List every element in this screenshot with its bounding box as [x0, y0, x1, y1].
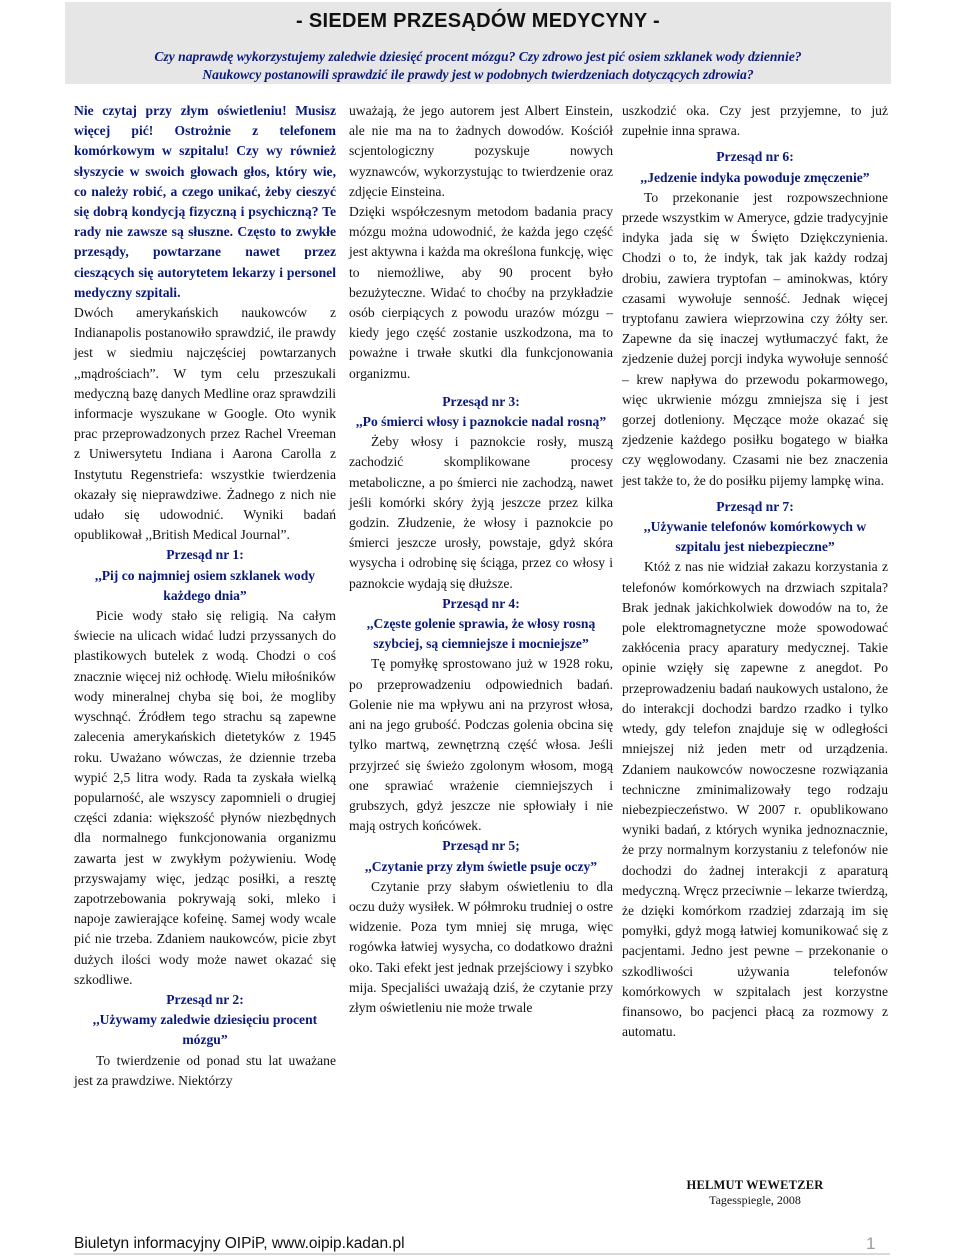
myth-1-title: ,,Pij co najmniej osiem szklanek wody każdego dnia” — [94, 567, 316, 603]
myth-5-text-cont: uszkodzić oka. Czy jest przyjemne, to już zupełnie inna sprawa. — [622, 103, 888, 139]
myth-2-text-cont: uważają, że jego autorem jest Albert Einstein, ale nie ma na to żadnych dowodów. Kościół scjentologiczny pozyskuje nowych wyznawców, wykorzystując to twierdzenie oraz zdjęcie Einsteina. — [349, 103, 613, 199]
myth-6-number: Przesąd nr 6: — [716, 149, 794, 165]
subtitle-line-2: Naukowcy postanowili sprawdzić ile prawdy jest w podobnych twierdzeniach dotyczących zdrowia? — [202, 67, 754, 82]
myth-5-number: Przesąd nr 5; — [442, 838, 520, 854]
myth-7-title: ,,Używanie telefonów komórkowych w szpitalu jest niebezpieczne” — [643, 519, 867, 555]
myth-2-title: ,,Używamy zaledwie dziesięciu procent mózgu” — [92, 1012, 318, 1048]
page-title: - SIEDEM PRZESĄDÓW MEDYCYNY - — [296, 10, 660, 32]
myth-4-text: Tę pomyłkę sprostowano już w 1928 roku, po przeprowadzeniu odpowiednich badań. Golenie nie ma wpływu ani na przyrost włosa, ani na jego grubość. Podczas golenia obcina się tylko martwą, zewnętrzną część włosa. Jeśli przyjrzeć się świeżo zgolonym włosom, mogą one sprawiać wrażenie ciemniejszych i grubszych, gdyż jeszcze nie spłowiały i nie mają ostrych końcówek. — [349, 656, 613, 834]
myth-1-number: Przesąd nr 1: — [166, 547, 244, 563]
myth-6-title: ,,Jedzenie indyka powoduje zmęczenie” — [640, 169, 870, 185]
lead-paragraph: Nie czytaj przy złym oświetleniu! Musisz więcej pić! Ostrożnie z telefonem komórkowym w szpitalu! Czy wy również słyszycie w swoich głowach głos, który wie, co należy robić, a czego unikać, żeby cieszyć się dobrą kondycją fizyczną i psychiczną? Te rady nie zawsze są słuszne. Często to zwykłe przesądy, powtarzane nawet przez cieszących się autorytetem lekarzy i personel medyczny szpitali. — [74, 103, 336, 300]
myth-4-title: ,,Częste golenie sprawia, że włosy rosną szybciej, są ciemniejsze i mocniejsze” — [366, 616, 596, 652]
myth-5-text: Czytanie przy słabym oświetleniu to dla oczu duży wysiłek. W półmroku trudniej o ostre widzenie. Poza tym mniej się mruga, więc rogówka łatwiej wysycha, co dodatkowo drażni oko. Taki efekt jest jednak przejściowy i szybko mija. Specjaliści uważają dziś, że czytanie przy złym oświetleniu nie może trwale — [349, 878, 613, 1015]
column-1 — [74, 101, 336, 1091]
intro-paragraph: Dwóch amerykańskich naukowców z Indianapolis postanowiło sprawdzić, ile prawdy jest w siedmiu najczęściej powtarzanych ,,mądrościach”. W tym celu przeszukali medyczną bazę danych Medline oraz sprawdzili informacje wyszukane w Google. Oto wynik prac przeprowadzonych przez Rachel Vreeman z Uniwersytetu Indiana i Aarona Carolla z Instytutu Regenstriefa: wszystkie twierdzenia okazały się nieprawdziwe. Żadnego z nich nie udało się udowodnić. Wyniki badań opublikował ,,British Medical Journal”. — [74, 305, 336, 543]
myth-7-number: Przesąd nr 7: — [716, 498, 794, 514]
myth-2-number: Przesąd nr 2: — [166, 991, 244, 1007]
page-number: 1 — [866, 1234, 876, 1253]
column-3 — [622, 101, 888, 1042]
subtitle-line-1: Czy naprawdę wykorzystujemy zaledwie dziesięć procent mózgu? Czy zdrowo jest pić osiem szklanek wody dziennie? — [154, 49, 802, 64]
myth-5-title: ,,Czytanie przy złym świetle psuje oczy” — [364, 858, 598, 874]
myth-2-text-start: To twierdzenie od ponad stu lat uważane jest za prawdziwe. Niektórzy — [74, 1052, 336, 1088]
myth-3-title: ,,Po śmierci włosy i paznokcie nadal rosną” — [355, 414, 607, 430]
author-name: HELMUT WEWETZER — [686, 1178, 824, 1192]
myth-1-text: Picie wody stało się religią. Na całym świecie na ulicach widać ludzi przyssanych do plastikowych butelek z wodą. Chodzi o coś znacznie więcej niż ochłodę. Wielu miłośników wody mineralnej chyba się boi, że mogliby wyschnąć. Źródłem tego strachu są zapewne zalecenia amerykańskich dietetyków z 1945 roku. Uważano wówczas, że dziennie trzeba wypić 2,5 litra wody. Rada ta zyskała wielką popularność, ale wszyscy zapomnieli o drugiej części zdania: większość płynów niezbędnych dla normalnego funkcjonowania organizmu zawarta jest w zwykłym pożywieniu. Wodę przyswajamy więc, jedząc posiłki, a resztę zapotrzebowania pokrywają soki, mleko i napoje zawierające kofeinę. Samej wody wcale pić nie trzeba. Zdaniem naukowców, picie zbyt dużych ilości wody może nawet okazać się szkodliwe. — [74, 608, 336, 987]
myth-6-text: To przekonanie jest rozpowszechnione przede wszystkim w Ameryce, gdzie tradycyjnie indyka jada się w Święto Dziękczynienia. Chodzi o to, że indyk, tak jak każdy rodzaj drobiu, zawiera tryptofan – aminokwas, który czasami wywołuje senność. Jednak więcej tryptofanu zawiera wieprzowina czy żółty ser. Zapewne da się inaczej wytłumaczyć fakt, że zjedzenie dużej porcji indyka wywołuje senność – krew napływa do przewodu pokarmowego, więc ukrwienie mózgu zmniejsza się i jest gorzej dotleniony. Męczące może okazać się zjedzenie każdego posiłku bogatego w białka czy węglowodany. Czasami nie bez znaczenia jest także to, że do posiłku pijemy lampkę wina. — [622, 189, 888, 488]
header-banner — [65, 2, 891, 84]
myth-3-text: Żeby włosy i paznokcie rosły, muszą zachodzić skomplikowane procesy metaboliczne, a po śmierci nie zachodzą, nawet jeśli komórki skóry żyją jeszcze przez kilka godzin. Złudzenie, że włosy i paznokcie po śmierci jeszcze urosły, powstaje, gdyż skóra wysycha i odrobinę się ściąga, przez co włosy i paznokcie wydają się dłuższe. — [349, 434, 613, 591]
column-2 — [349, 101, 613, 1018]
footer-divider — [74, 1253, 890, 1255]
myth-2-text-2: Dzięki współczesnym metodom badania pracy mózgu można udowodnić, że każda jego część jest aktywna i każda ma określona funkcję, więc to niemożliwe, aby 90 procent było bezużyteczne. Widać to choćby na przykładzie osób cierpiących z powodu urazów mózgu – kiedy jego część zostanie uszkodzona, ma to poważne i trwałe skutki dla funkcjonowania organizmu. — [349, 204, 613, 381]
myth-3-number: Przesąd nr 3: — [442, 393, 520, 409]
footer-text: Biuletyn informacyjny OIPiP, www.oipip.kadan.pl — [74, 1235, 405, 1252]
author-source: Tagesspiegle, 2008 — [709, 1193, 801, 1207]
myth-4-number: Przesąd nr 4: — [442, 595, 520, 611]
page-subtitle — [65, 48, 891, 84]
myth-7-text: Któż z nas nie widział zakazu korzystania z telefonów komórkowych na drzwiach szpitala? Brak jednak jakichkolwiek dowodów na to, że pole elektromagnetyczne może spowodować zakłócenia pracy aparatury medycznej. Takie opinie wzięły się zapewne z anegdot. Po przeprowadzeniu badań naukowych ustalono, że do interakcji dochodzi bardzo rzadko i tylko wtedy, gdy telefon znajduje się w odległości mniejszej niż jeden metr od urządzenia. Zdaniem naukowców nowoczesne rozwiązania techniczne zminimalizowały tego rodzaju niebezpieczeństwo. W 2007 r. opublikowano wyniki badań, z których wynika jednoznacznie, że przy normalnym korzystaniu z telefonów nie dochodzi do żadnej interakcji z aparaturą medyczną. Wręcz przeciwnie – lekarze twierdzą, że dzięki komórkom rzadziej zdarzają im się pomyłki, gdyż mogą łatwiej komunikować się z pacjentami. Jedno jest pewne – przekonanie o szkodliwości używania telefonów komórkowych w szpitalach jest korzystne finansowo, bo pacjenci płacą za rozmowy z automatu. — [622, 559, 889, 1040]
